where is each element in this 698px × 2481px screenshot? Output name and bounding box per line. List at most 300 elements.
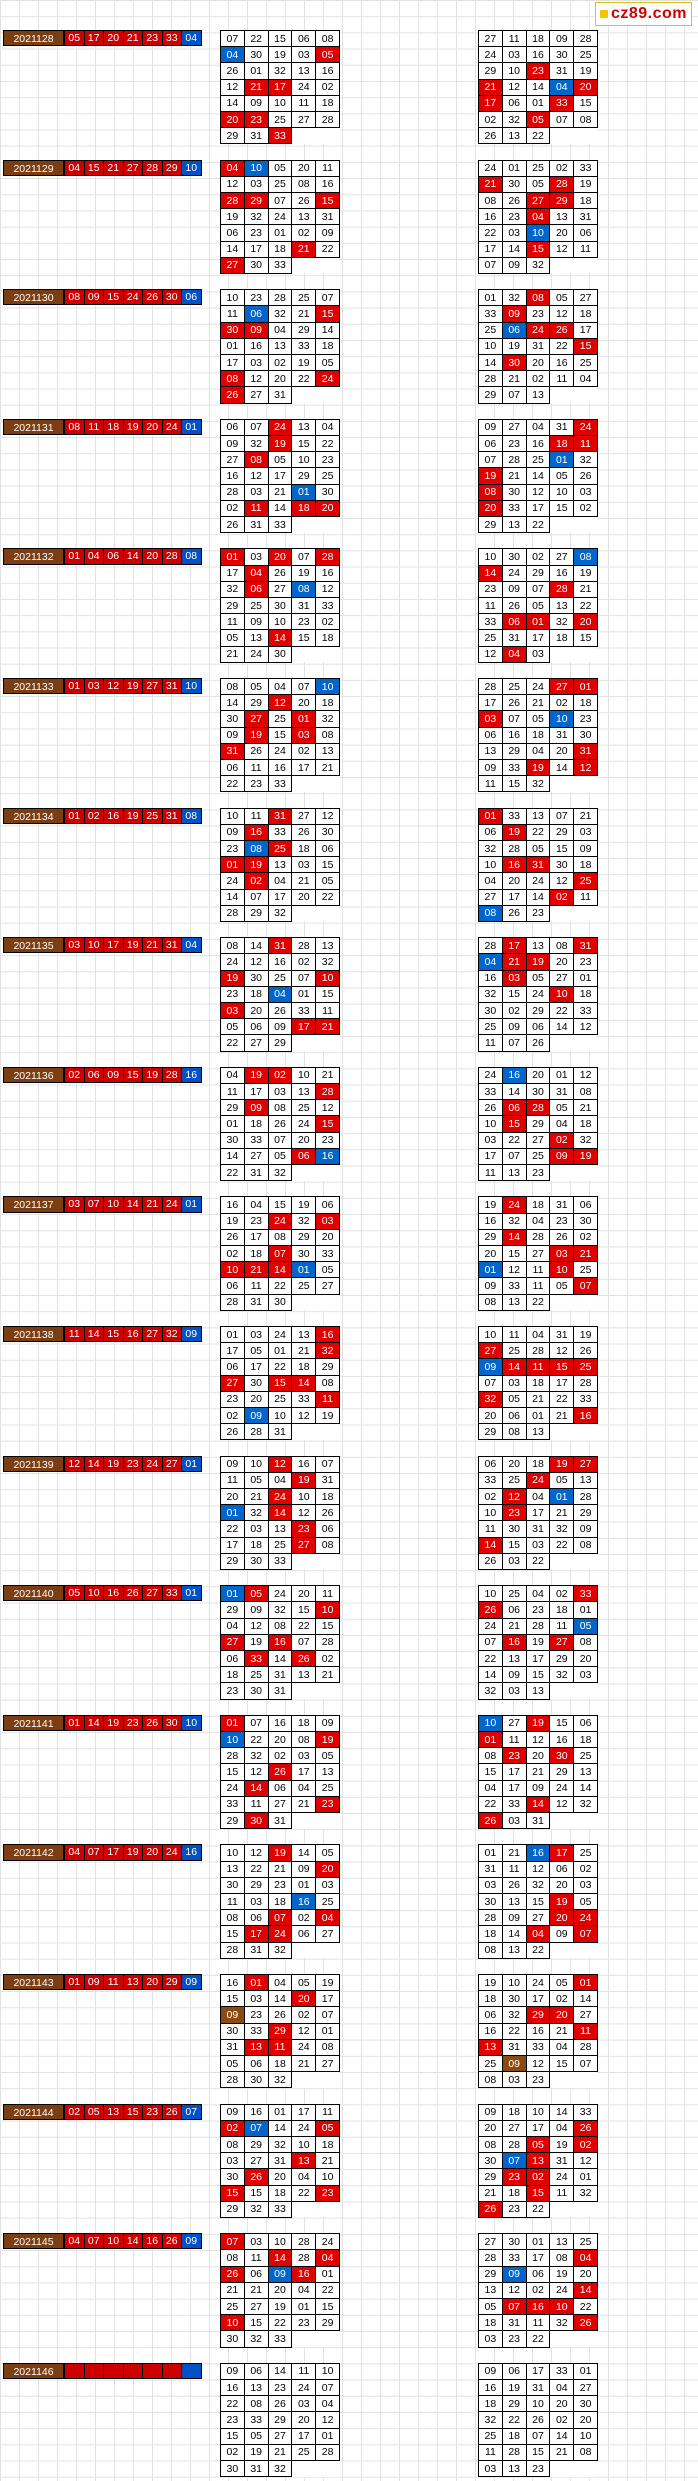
- number-cell: 15: [244, 2315, 268, 2331]
- empty-cell: [550, 2201, 574, 2217]
- number-cell: 25: [221, 2298, 245, 2314]
- number-cell: 03: [550, 1245, 574, 1261]
- grid-row: [221, 387, 340, 403]
- number-cell: 32: [268, 63, 292, 79]
- number-cell: 15: [502, 1116, 526, 1132]
- number-cell: 23: [316, 2185, 340, 2201]
- number-cell: 15: [550, 2055, 574, 2071]
- number-cell: 08: [221, 2250, 245, 2266]
- grid-row: [221, 1796, 340, 1812]
- red-ball: 24: [124, 290, 144, 304]
- draw-numbers: [64, 30, 202, 46]
- number-cell: 26: [268, 1116, 292, 1132]
- number-cell: 22: [268, 2315, 292, 2331]
- red-ball: 24: [163, 420, 183, 434]
- grid-row: [479, 581, 598, 597]
- grid-row: [479, 1100, 598, 1116]
- number-cell: 28: [244, 1424, 268, 1440]
- red-ball: 09: [85, 1975, 105, 1989]
- number-cell: 25: [292, 2444, 316, 2460]
- number-cell: 18: [316, 2136, 340, 2152]
- number-cell: 04: [574, 371, 598, 387]
- number-cell: 17: [244, 1359, 268, 1375]
- number-cell: 05: [526, 840, 550, 856]
- empty-cell: [316, 257, 340, 273]
- number-cell: 01: [550, 1488, 574, 1504]
- number-cell: 08: [221, 679, 245, 695]
- empty-cell: [316, 128, 340, 144]
- number-cell: 20: [292, 160, 316, 176]
- red-ball: 21: [104, 161, 124, 175]
- number-cell: 12: [244, 371, 268, 387]
- number-cell: 23: [244, 776, 268, 792]
- number-cell: 03: [221, 2153, 245, 2169]
- number-cell: 18: [479, 2396, 503, 2412]
- number-cell: 03: [316, 1213, 340, 1229]
- number-cell: 24: [316, 2234, 340, 2250]
- number-cell: 22: [479, 1796, 503, 1812]
- number-cell: 17: [502, 889, 526, 905]
- number-cell: 12: [502, 2282, 526, 2298]
- number-cell: 15: [574, 630, 598, 646]
- period-block: [0, 806, 698, 936]
- number-cell: 04: [292, 1780, 316, 1796]
- number-cell: 27: [502, 2120, 526, 2136]
- number-cell: 30: [502, 1521, 526, 1537]
- number-cell: 18: [574, 1116, 598, 1132]
- number-cell: 23: [574, 954, 598, 970]
- number-cell: 04: [221, 47, 245, 63]
- number-cell: 24: [550, 2169, 574, 2185]
- number-cell: 09: [221, 1456, 245, 1472]
- number-cell: 20: [526, 1748, 550, 1764]
- number-cell: 19: [526, 759, 550, 775]
- number-cell: 05: [244, 1586, 268, 1602]
- grid-row: [221, 1618, 340, 1634]
- number-cell: 07: [316, 1456, 340, 1472]
- grid-row: [221, 111, 340, 127]
- number-cell: 28: [526, 1229, 550, 1245]
- number-cell: 11: [479, 597, 503, 613]
- number-cell: 08: [526, 290, 550, 306]
- red-ball: 19: [124, 1845, 144, 1859]
- grid-row: [221, 2185, 340, 2201]
- number-cell: 18: [574, 1731, 598, 1747]
- number-cell: 15: [316, 986, 340, 1002]
- grid-row: [221, 209, 340, 225]
- red-ball: 12: [65, 1457, 85, 1471]
- number-cell: 18: [244, 1116, 268, 1132]
- red-ball: 16: [143, 2234, 163, 2248]
- number-cell: 20: [316, 500, 340, 516]
- number-cell: 24: [268, 1926, 292, 1942]
- number-cell: 25: [526, 452, 550, 468]
- number-cell: 12: [574, 1067, 598, 1083]
- number-cell: 30: [550, 47, 574, 63]
- left-number-grid: [220, 1715, 340, 1829]
- right-number-grid: [478, 1974, 598, 2088]
- number-cell: 06: [292, 1926, 316, 1942]
- number-cell: 23: [526, 2072, 550, 2088]
- blue-ball: 16: [182, 1845, 201, 1859]
- blue-ball: 01: [182, 1197, 201, 1211]
- number-cell: 13: [292, 1667, 316, 1683]
- grid-row: [479, 1019, 598, 1035]
- grid-row: [479, 160, 598, 176]
- empty-cell: [316, 1164, 340, 1180]
- number-cell: 23: [316, 452, 340, 468]
- number-cell: 11: [574, 241, 598, 257]
- number-cell: 16: [502, 1067, 526, 1083]
- number-cell: 01: [316, 2428, 340, 2444]
- number-cell: 25: [479, 630, 503, 646]
- grid-row: [479, 1537, 598, 1553]
- number-cell: 25: [268, 711, 292, 727]
- number-cell: 09: [479, 1278, 503, 1294]
- number-cell: 17: [479, 1148, 503, 1164]
- number-cell: 28: [292, 938, 316, 954]
- number-cell: 31: [268, 1424, 292, 1440]
- grid-row: [479, 290, 598, 306]
- draw-numbers: [64, 289, 202, 305]
- number-cell: 29: [526, 565, 550, 581]
- grid-row: [479, 1634, 598, 1650]
- empty-cell: [550, 1164, 574, 1180]
- grid-row: [479, 1375, 598, 1391]
- number-cell: 13: [268, 857, 292, 873]
- grid-row: [221, 808, 340, 824]
- number-cell: 24: [479, 47, 503, 63]
- number-cell: 02: [221, 2444, 245, 2460]
- grid-row: [479, 2379, 598, 2395]
- number-cell: 11: [244, 1796, 268, 1812]
- number-cell: 13: [526, 938, 550, 954]
- number-cell: 06: [502, 1407, 526, 1423]
- grid-row: [479, 387, 598, 403]
- number-cell: 30: [502, 484, 526, 500]
- red-ball: 06: [85, 1068, 105, 1082]
- empty-cell: [316, 2460, 340, 2476]
- number-cell: 12: [244, 1764, 268, 1780]
- red-ball: 15: [85, 161, 105, 175]
- number-cell: 06: [221, 225, 245, 241]
- number-cell: 24: [292, 1116, 316, 1132]
- grid-row: [479, 646, 598, 662]
- grid-row: [221, 435, 340, 451]
- number-cell: 26: [550, 1229, 574, 1245]
- number-cell: 01: [221, 549, 245, 565]
- number-cell: 23: [526, 306, 550, 322]
- number-cell: 14: [574, 1991, 598, 2007]
- number-cell: 17: [479, 95, 503, 111]
- number-cell: 31: [502, 2315, 526, 2331]
- number-cell: 18: [502, 2104, 526, 2120]
- number-cell: 14: [526, 889, 550, 905]
- blue-ball: 06: [182, 290, 201, 304]
- number-cell: 21: [292, 241, 316, 257]
- grid-row: [221, 2072, 340, 2088]
- number-cell: 12: [316, 808, 340, 824]
- number-cell: 21: [502, 954, 526, 970]
- empty-cell: [574, 257, 598, 273]
- grid-row: [221, 1991, 340, 2007]
- number-cell: 19: [244, 1067, 268, 1083]
- empty-cell: [292, 387, 316, 403]
- red-ball: 07: [85, 1197, 105, 1211]
- number-cell: 25: [479, 2428, 503, 2444]
- number-cell: 13: [268, 338, 292, 354]
- number-cell: 27: [292, 808, 316, 824]
- red-ball: 10: [85, 1586, 105, 1600]
- period-label: 2021137: [3, 1196, 64, 1212]
- number-cell: 03: [244, 1991, 268, 2007]
- number-cell: 25: [502, 1343, 526, 1359]
- blue-ball: 01: [182, 1586, 201, 1600]
- number-cell: 17: [244, 241, 268, 257]
- number-cell: 24: [292, 2120, 316, 2136]
- number-cell: 29: [479, 516, 503, 532]
- number-cell: 14: [268, 500, 292, 516]
- grid-row: [221, 857, 340, 873]
- period-block: [0, 1194, 698, 1324]
- number-cell: 06: [502, 95, 526, 111]
- number-cell: 30: [502, 549, 526, 565]
- number-cell: 26: [221, 63, 245, 79]
- number-cell: 16: [479, 2379, 503, 2395]
- grid-row: [221, 711, 340, 727]
- grid-row: [479, 435, 598, 451]
- number-cell: 03: [502, 2072, 526, 2088]
- number-cell: 01: [292, 986, 316, 1002]
- number-cell: 20: [502, 873, 526, 889]
- number-cell: 13: [502, 1294, 526, 1310]
- grid-row: [221, 1035, 340, 1051]
- number-cell: 19: [550, 2136, 574, 2152]
- number-cell: 18: [268, 241, 292, 257]
- number-cell: 30: [244, 47, 268, 63]
- number-cell: 07: [502, 711, 526, 727]
- period-block: [0, 1713, 698, 1843]
- number-cell: 03: [526, 646, 550, 662]
- number-cell: 22: [502, 2023, 526, 2039]
- number-cell: 11: [502, 1327, 526, 1343]
- number-cell: 31: [550, 419, 574, 435]
- number-cell: 03: [316, 1877, 340, 1893]
- number-cell: 33: [292, 1002, 316, 1018]
- number-cell: 09: [268, 2266, 292, 2282]
- number-cell: 06: [574, 1197, 598, 1213]
- number-cell: 18: [479, 2315, 503, 2331]
- number-cell: 23: [292, 1521, 316, 1537]
- number-cell: 08: [479, 1748, 503, 1764]
- grid-row: [221, 468, 340, 484]
- number-cell: 21: [574, 808, 598, 824]
- period-label: 2021140: [3, 1585, 64, 1601]
- number-cell: 09: [221, 2363, 245, 2379]
- number-cell: 32: [268, 1164, 292, 1180]
- number-cell: 22: [526, 2331, 550, 2347]
- period-label: 2021139: [3, 1456, 64, 1472]
- grid-row: [479, 1213, 598, 1229]
- grid-row: [479, 516, 598, 532]
- number-cell: 19: [479, 1197, 503, 1213]
- number-cell: 27: [244, 2298, 268, 2314]
- number-cell: 14: [502, 1926, 526, 1942]
- number-cell: 11: [292, 2363, 316, 2379]
- period-label: 2021141: [3, 1715, 64, 1731]
- number-cell: 01: [221, 338, 245, 354]
- period-label: 2021135: [3, 937, 64, 953]
- number-cell: 21: [268, 2444, 292, 2460]
- number-cell: 05: [244, 1343, 268, 1359]
- number-cell: 14: [502, 1083, 526, 1099]
- number-cell: 26: [502, 192, 526, 208]
- grid-row: [479, 419, 598, 435]
- number-cell: 31: [268, 808, 292, 824]
- red-ball: [163, 2364, 183, 2378]
- number-cell: 05: [574, 1618, 598, 1634]
- grid-row: [479, 1245, 598, 1261]
- number-cell: 01: [221, 1327, 245, 1343]
- number-cell: 05: [550, 1472, 574, 1488]
- number-cell: 18: [316, 1488, 340, 1504]
- number-cell: 32: [550, 1667, 574, 1683]
- number-cell: 20: [526, 1067, 550, 1083]
- number-cell: 03: [574, 1667, 598, 1683]
- grid-row: [479, 468, 598, 484]
- number-cell: 16: [221, 1975, 245, 1991]
- grid-row: [221, 824, 340, 840]
- number-cell: 29: [292, 1229, 316, 1245]
- red-ball: 14: [85, 1457, 105, 1471]
- number-cell: 20: [550, 954, 574, 970]
- grid-row: [221, 1424, 340, 1440]
- number-cell: 24: [268, 743, 292, 759]
- grid-row: [221, 889, 340, 905]
- grid-row: [221, 2412, 340, 2428]
- number-cell: 29: [292, 322, 316, 338]
- number-cell: 02: [526, 2169, 550, 2185]
- red-ball: 16: [104, 809, 124, 823]
- blue-ball: 16: [182, 1068, 201, 1082]
- number-cell: 01: [526, 1407, 550, 1423]
- number-cell: 17: [316, 1991, 340, 2007]
- number-cell: 22: [550, 1391, 574, 1407]
- number-cell: 23: [550, 1213, 574, 1229]
- number-cell: 02: [550, 695, 574, 711]
- number-cell: 06: [316, 1521, 340, 1537]
- number-cell: 17: [502, 938, 526, 954]
- number-cell: 30: [550, 1748, 574, 1764]
- number-cell: 26: [574, 468, 598, 484]
- grid-row: [479, 2039, 598, 2055]
- number-cell: 16: [244, 2104, 268, 2120]
- number-cell: 17: [221, 565, 245, 581]
- number-cell: 29: [221, 2201, 245, 2217]
- number-cell: 09: [244, 1602, 268, 1618]
- number-cell: 09: [479, 2363, 503, 2379]
- number-cell: 28: [502, 452, 526, 468]
- number-cell: 05: [268, 1148, 292, 1164]
- number-cell: 02: [574, 1229, 598, 1245]
- number-cell: 30: [574, 2396, 598, 2412]
- red-ball: 27: [163, 1457, 183, 1471]
- red-ball: 21: [124, 31, 144, 45]
- number-cell: 04: [550, 79, 574, 95]
- empty-cell: [550, 387, 574, 403]
- number-cell: 32: [479, 2412, 503, 2428]
- number-cell: 24: [268, 1488, 292, 1504]
- grid-row: [221, 1100, 340, 1116]
- number-cell: 09: [550, 1926, 574, 1942]
- number-cell: 20: [292, 1991, 316, 2007]
- number-cell: 27: [244, 2153, 268, 2169]
- number-cell: 04: [526, 1488, 550, 1504]
- number-cell: 30: [244, 1375, 268, 1391]
- grid-row: [479, 808, 598, 824]
- number-cell: 31: [268, 387, 292, 403]
- number-cell: 28: [221, 1294, 245, 1310]
- red-ball: 01: [65, 549, 85, 563]
- number-cell: 26: [244, 2169, 268, 2185]
- number-cell: 11: [550, 1618, 574, 1634]
- number-cell: 04: [526, 743, 550, 759]
- red-ball: 32: [163, 1327, 183, 1341]
- grid-row: [221, 2201, 340, 2217]
- number-cell: 14: [502, 1359, 526, 1375]
- red-ball: 27: [124, 161, 144, 175]
- grid-row: [479, 840, 598, 856]
- number-cell: 24: [526, 986, 550, 1002]
- number-cell: 28: [574, 1488, 598, 1504]
- number-cell: 05: [550, 1100, 574, 1116]
- number-cell: 06: [574, 225, 598, 241]
- number-cell: 24: [479, 160, 503, 176]
- number-cell: 08: [574, 1634, 598, 1650]
- red-ball: 03: [65, 1197, 85, 1211]
- grid-row: [479, 549, 598, 565]
- number-cell: 10: [479, 1586, 503, 1602]
- draw-numbers: [64, 2104, 202, 2120]
- number-cell: 02: [221, 1407, 245, 1423]
- red-ball: 15: [124, 2105, 144, 2119]
- number-cell: 28: [316, 549, 340, 565]
- number-cell: 29: [550, 824, 574, 840]
- grid-row: [479, 905, 598, 921]
- number-cell: 16: [526, 2023, 550, 2039]
- number-cell: 16: [574, 1407, 598, 1423]
- number-cell: 26: [479, 1553, 503, 1569]
- number-cell: 06: [526, 2266, 550, 2282]
- number-cell: 31: [550, 1197, 574, 1213]
- logo-text: cz89.com: [610, 5, 687, 22]
- number-cell: 04: [550, 2120, 574, 2136]
- grid-row: [221, 840, 340, 856]
- empty-cell: [316, 776, 340, 792]
- number-cell: 15: [292, 630, 316, 646]
- number-cell: 09: [479, 759, 503, 775]
- number-cell: 01: [479, 1731, 503, 1747]
- red-ball: 26: [163, 2105, 183, 2119]
- number-cell: 32: [316, 954, 340, 970]
- number-cell: 10: [268, 95, 292, 111]
- number-cell: 29: [221, 1812, 245, 1828]
- number-cell: 02: [268, 1748, 292, 1764]
- number-cell: 19: [244, 1634, 268, 1650]
- number-cell: 16: [479, 1213, 503, 1229]
- grid-row: [221, 1197, 340, 1213]
- empty-cell: [574, 905, 598, 921]
